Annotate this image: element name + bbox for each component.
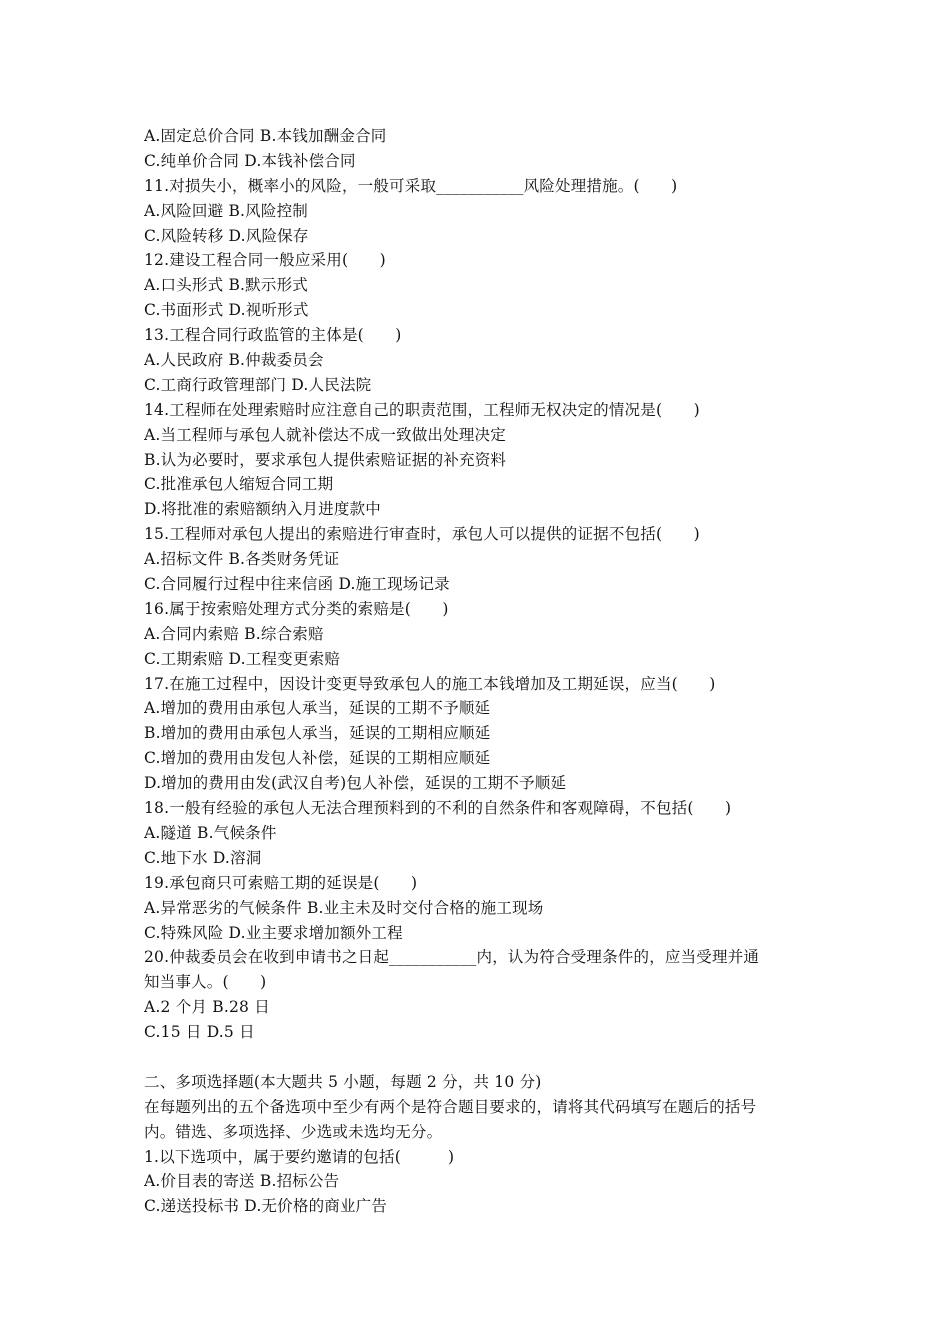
question-18: 18.一般有经验的承包人无法合理预料到的不利的自然条件和客观障碍，不包括( ) <box>144 799 732 818</box>
option-17c: C.增加的费用由发包人补偿，延误的工期相应顺延 <box>144 749 491 768</box>
question-20-line-1: 20.仲裁委员会在收到申请书之日起___________内，认为符合受理条件的，应当受理并通 <box>144 948 760 967</box>
option-line-11ab: A.风险回避 B.风险控制 <box>144 201 308 220</box>
question-14: 14.工程师在处理索赔时应注意自己的职责范围，工程师无权决定的情况是( ) <box>144 400 700 419</box>
mc-option-line-1cd: C.递送投标书 D.无价格的商业广告 <box>144 1197 388 1216</box>
section-instruction-line-2: 内。错选、多项选择、少选或未选均无分。 <box>144 1122 443 1141</box>
option-line-16cd: C.工期索赔 D.工程变更索赔 <box>144 649 340 668</box>
option-line-12cd: C.书面形式 D.视听形式 <box>144 301 309 320</box>
option-14d: D.将批准的索赔额纳入月进度款中 <box>144 500 382 519</box>
question-13: 13.工程合同行政监管的主体是( ) <box>144 326 402 345</box>
option-17b: B.增加的费用由承包人承当，延误的工期相应顺延 <box>144 724 491 743</box>
question-16: 16.属于按索赔处理方式分类的索赔是( ) <box>144 599 449 618</box>
option-line-10cd: C.纯单价合同 D.本钱补偿合同 <box>144 151 356 170</box>
mc-question-1: 1.以下选项中，属于要约邀请的包括( ) <box>144 1147 455 1166</box>
option-line-18ab: A.隧道 B.气候条件 <box>144 823 277 842</box>
option-line-15ab: A.招标文件 B.各类财务凭证 <box>144 550 340 569</box>
section-instruction-line-1: 在每题列出的五个备选项中至少有两个是符合题目要求的，请将其代码填写在题后的括号 <box>144 1097 757 1116</box>
option-17a: A.增加的费用由承包人承当，延误的工期不予顺延 <box>144 699 491 718</box>
option-line-12ab: A.口头形式 B.默示形式 <box>144 276 308 295</box>
document-page <box>144 124 812 1219</box>
option-17d: D.增加的费用由发(武汉自考)包人补偿，延误的工期不予顺延 <box>144 774 567 793</box>
question-19: 19.承包商只可索赔工期的延误是( ) <box>144 873 418 892</box>
question-17: 17.在施工过程中，因设计变更导致承包人的施工本钱增加及工期延误，应当( ) <box>144 674 716 693</box>
option-14c: C.批准承包人缩短合同工期 <box>144 475 334 494</box>
option-14b: B.认为必要时，要求承包人提供索赔证据的补充资料 <box>144 450 507 469</box>
section-spacer <box>144 1045 812 1070</box>
option-line-15cd: C.合同履行过程中往来信函 D.施工现场记录 <box>144 575 450 594</box>
option-line-19cd: C.特殊风险 D.业主要求增加额外工程 <box>144 923 403 942</box>
option-line-10ab: A.固定总价合同 B.本钱加酬金合同 <box>144 127 387 145</box>
question-20-line-2: 知当事人。( ) <box>144 973 267 992</box>
option-line-18cd: C.地下水 D.溶洞 <box>144 848 262 867</box>
option-line-19ab: A.异常恶劣的气候条件 B.业主未及时交付合格的施工现场 <box>144 898 544 917</box>
option-line-13ab: A.人民政府 B.仲裁委员会 <box>144 351 324 370</box>
option-14a: A.当工程师与承包人就补偿达不成一致做出处理决定 <box>144 425 506 444</box>
mc-option-line-1ab: A.价目表的寄送 B.招标公告 <box>144 1172 340 1191</box>
option-line-11cd: C.风险转移 D.风险保存 <box>144 226 309 245</box>
option-line-13cd: C.工商行政管理部门 D.人民法院 <box>144 375 372 394</box>
question-15: 15.工程师对承包人提出的索赔进行审查时，承包人可以提供的证据不包括( ) <box>144 525 700 544</box>
question-11: 11.对损失小，概率小的风险，一般可采取___________风险处理措施。( ) <box>144 176 678 195</box>
question-12: 12.建设工程合同一般应采用( ) <box>144 251 386 270</box>
option-line-16ab: A.合同内索赔 B.综合索赔 <box>144 624 324 643</box>
section-heading-multiple-choice: 二、多项选择题(本大题共 5 小题，每题 2 分，共 10 分) <box>144 1072 542 1091</box>
option-line-20cd: C.15 日 D.5 日 <box>144 1023 255 1042</box>
option-line-20ab: A.2 个月 B.28 日 <box>144 998 270 1017</box>
